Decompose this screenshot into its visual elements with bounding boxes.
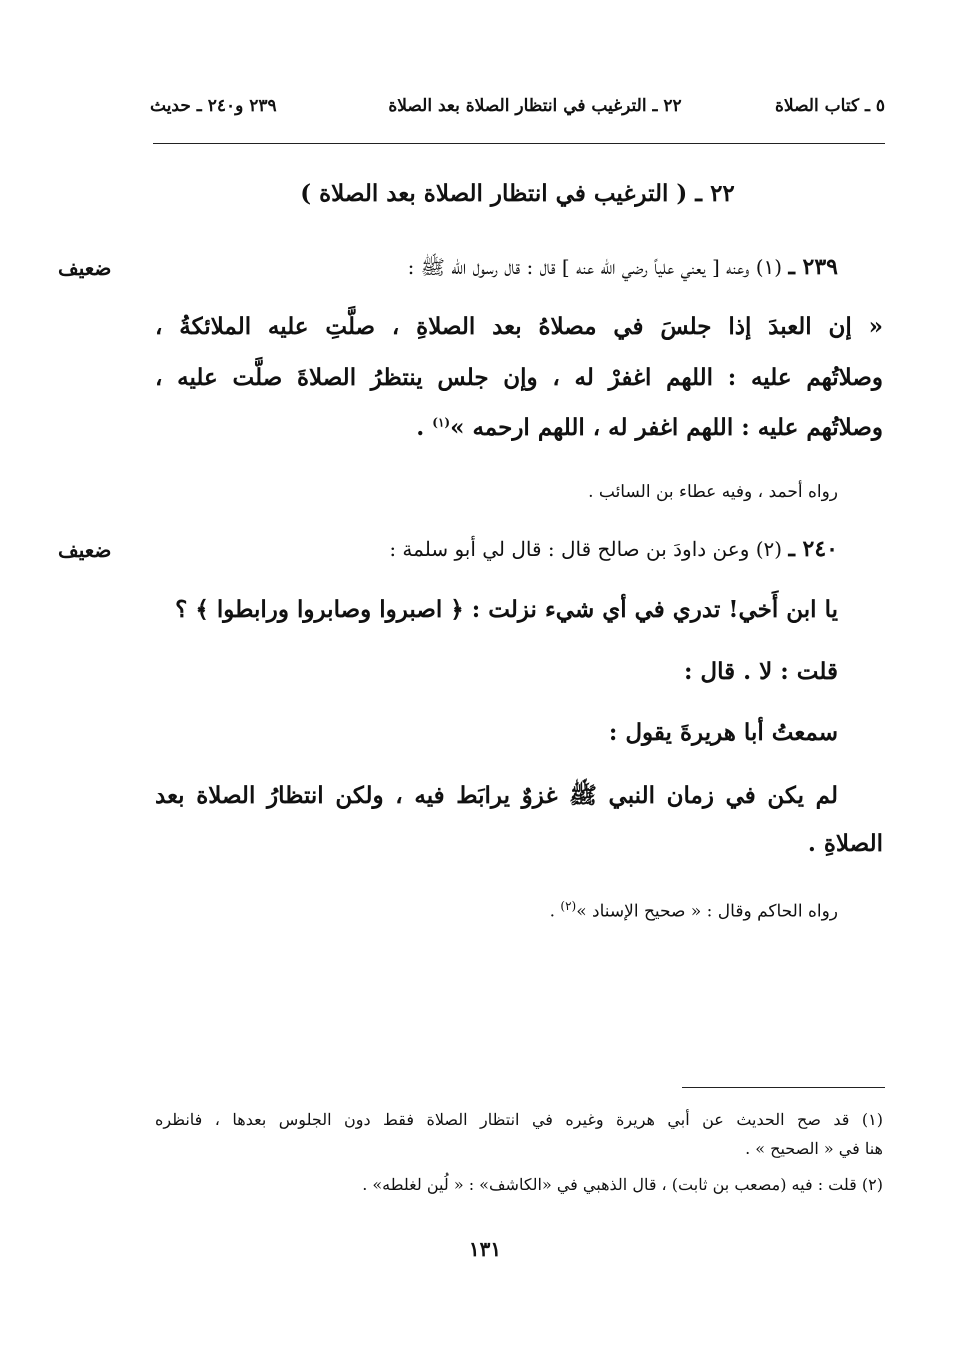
header-divider (153, 143, 885, 144)
hadith-239-intro (408, 254, 838, 284)
hadith-240-number: ٢٤٠ ـ (788, 536, 838, 562)
hadith-240-source-end: . (549, 901, 555, 922)
header-chapter-title: ٢٢ ـ الترغيب في انتظار الصلاة بعد الصلاة (388, 96, 682, 116)
hadith-239-line-1: « إن العبدَ إذا جلسَ في مصلاهُ بعد الصلاةِ ، صلَّتِ عليه الملائكةُ ، (155, 313, 883, 340)
header-hadith-range: ٢٣٩ و٢٤٠ ـ حديث (150, 96, 277, 116)
hadith-240-line-4: لم يكن في زمان النبي ﷺ غزوٌ يرابَط فيه ، ولكن انتظارُ الصلاة بعد (155, 782, 838, 809)
hadith-240-source-text: رواه الحاكم وقال : « صحيح الإسناد » (576, 901, 838, 922)
grade-label-239: ضعيف (58, 256, 112, 280)
footnote-ref-2: (٢) (560, 899, 577, 913)
footnote-1-line-1: (١) قد صح الحديث عن أبي هريرة وغيره في انتظار الصلاة فقط دون الجلوس بعدها ، فانظره (155, 1110, 883, 1129)
running-header (150, 96, 885, 126)
hadith-239-intro-text: (١) وعنه [ يعني علياً رضي الله عنه ] قال : قال رسول الله ﷺ : (407, 255, 783, 279)
footnote-ref-1: (١) (432, 415, 451, 430)
hadith-240-intro-text: (٢) وعن داودَ بن صالح قال : قال لي أبو سلمة : (389, 537, 783, 561)
page-number: ١٣١ (468, 1237, 502, 1261)
hadith-239-line-2: وصلاتُهم عليه : اللهم اغفرْ له ، وإن جلس ينتظرُ الصلاةَ صلَّت عليه ، (155, 364, 883, 391)
hadith-239-source: رواه أحمد ، وفيه عطاء بن السائب . (588, 482, 838, 502)
hadith-240-source (550, 899, 838, 922)
grade-label-240: ضعيف (58, 538, 112, 562)
chapter-title: ٢٢ ـ ( الترغيب في انتظار الصلاة بعد الصلاة ) (300, 180, 735, 207)
header-book-title: ٥ ـ كتاب الصلاة (775, 96, 885, 116)
hadith-240-line-5: الصلاةِ . (807, 830, 883, 857)
hadith-239-end-mark: . (416, 414, 425, 441)
footnote-divider (682, 1087, 885, 1088)
footnote-2: (٢) قلت : فيه (مصعب بن ثابت) ، قال الذهبي في «الكاشف» : « لُين لغلطه» . (362, 1175, 883, 1194)
hadith-240-intro (389, 536, 838, 562)
hadith-240-line-1: يا ابن أَخي! تدري في أي شيء نزلت : ﴿ اصبروا وصابروا ورابطوا ﴾ ؟ (175, 596, 838, 623)
hadith-239-line-3 (416, 414, 883, 441)
hadith-239-line-3-text: وصلاتُهم عليه : اللهم اغفر له ، اللهم ارحمه » (450, 414, 883, 441)
footnote-1-line-2: هنا في « الصحيح » . (745, 1139, 883, 1158)
hadith-240-line-3: سمعتُ أبا هريرةَ يقول : (608, 719, 838, 746)
hadith-240-line-2: قلت : لا . قال : (683, 658, 838, 685)
hadith-239-number: ٢٣٩ ـ (788, 254, 838, 280)
